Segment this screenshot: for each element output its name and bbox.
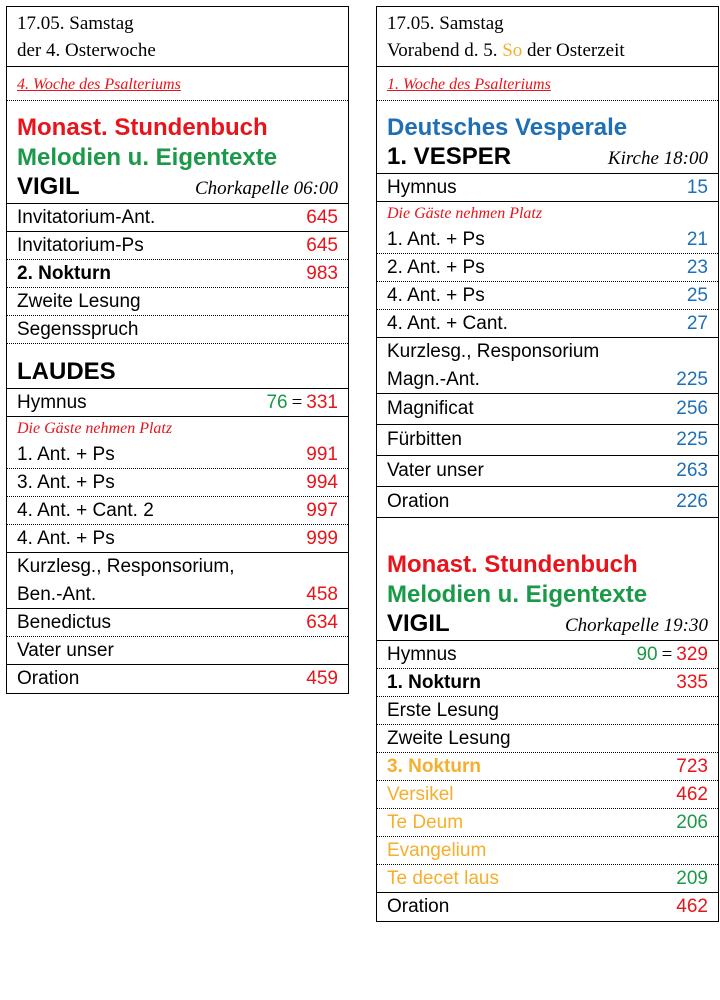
- list-item: Hymnus 76 = 331: [7, 389, 348, 417]
- book-title: Deutsches Vesperale: [387, 114, 628, 141]
- date-line: 17.05. Samstag: [387, 13, 504, 34]
- book-subtitle: Melodien u. Eigentexte: [387, 581, 648, 608]
- list-item: 4. Ant. + Ps 25: [377, 282, 718, 310]
- date-header: [377, 6, 718, 67]
- guest-note: Die Gäste nehmen Platz: [387, 205, 543, 222]
- list-item: 1. Ant. + Ps 21: [377, 226, 718, 254]
- list-item: Kurzlesg., Responsorium: [387, 341, 600, 362]
- list-item: Magnificat 256: [377, 394, 718, 425]
- list-item: Benedictus 634: [7, 609, 348, 637]
- list-item: Zweite Lesung: [377, 725, 718, 753]
- vigil-heading: [377, 610, 718, 641]
- list-item: Fürbitten 225: [377, 425, 718, 456]
- list-item: Vater unser 263: [377, 456, 718, 487]
- list-item: 4. Ant. + Cant. 27: [377, 310, 718, 338]
- list-item: 4. Ant. + Cant. 2 997: [7, 497, 348, 525]
- week-line: der 4. Osterwoche: [17, 40, 156, 61]
- hour-title: VIGIL: [17, 173, 80, 200]
- list-item: Te decet laus 209: [377, 865, 718, 893]
- list-item: 2. Ant. + Ps 23: [377, 254, 718, 282]
- list-item: Hymnus 15: [377, 174, 718, 202]
- list-item: Oration 226: [377, 487, 718, 518]
- list-item: Invitatorium-Ps 645: [7, 232, 348, 260]
- psalter-week: 1. Woche des Psalteriums: [377, 67, 718, 101]
- list-item: Erste Lesung: [377, 697, 718, 725]
- list-item: 2. Nokturn 983: [7, 260, 348, 288]
- left-day-column: [6, 6, 349, 694]
- list-item: Ben.-Ant. 458: [7, 581, 348, 609]
- date-line: 17.05. Samstag: [17, 13, 134, 34]
- book-title: Monast. Stundenbuch: [17, 114, 268, 141]
- hour-title: VIGIL: [387, 610, 450, 637]
- list-item: Hymnus 90 = 329: [377, 641, 718, 669]
- laudes-heading: LAUDES: [7, 356, 348, 389]
- right-day-column: [376, 6, 719, 922]
- book-title: Monast. Stundenbuch: [387, 551, 638, 578]
- hour-place: Chorkapelle 06:00: [194, 178, 338, 199]
- list-item: 3. Nokturn 723: [377, 753, 718, 781]
- list-item: Kurzlesg., Responsorium,: [17, 556, 235, 577]
- list-item: Segensspruch: [7, 316, 348, 344]
- guest-note: Die Gäste nehmen Platz: [17, 420, 173, 437]
- hour-place: Chorkapelle 19:30: [564, 615, 708, 636]
- psalter-week: 4. Woche des Psalteriums: [7, 67, 348, 101]
- list-item: Magn.-Ant. 225: [377, 366, 718, 394]
- list-item: Te Deum 206: [377, 809, 718, 837]
- week-line: Vorabend d. 5. So der Osterzeit: [387, 40, 625, 61]
- list-item: Evangelium: [377, 837, 718, 865]
- book-subtitle: Melodien u. Eigentexte: [17, 144, 278, 171]
- vigil-heading: [7, 173, 348, 204]
- list-item: Zweite Lesung: [7, 288, 348, 316]
- hour-title: 1. VESPER: [387, 143, 512, 170]
- list-item: Invitatorium-Ant. 645: [7, 204, 348, 232]
- vesper-heading: [377, 143, 718, 174]
- list-item: Vater unser: [7, 637, 348, 665]
- list-item: 4. Ant. + Ps 999: [7, 525, 348, 553]
- list-item: Oration 462: [387, 896, 708, 917]
- list-item: Oration 459: [17, 668, 338, 689]
- hour-place: Kirche 18:00: [607, 148, 708, 169]
- list-item: 3. Ant. + Ps 994: [7, 469, 348, 497]
- list-item: Versikel 462: [377, 781, 718, 809]
- date-header: [7, 6, 348, 67]
- list-item: 1. Ant. + Ps 991: [7, 441, 348, 469]
- list-item: 1. Nokturn 335: [377, 669, 718, 697]
